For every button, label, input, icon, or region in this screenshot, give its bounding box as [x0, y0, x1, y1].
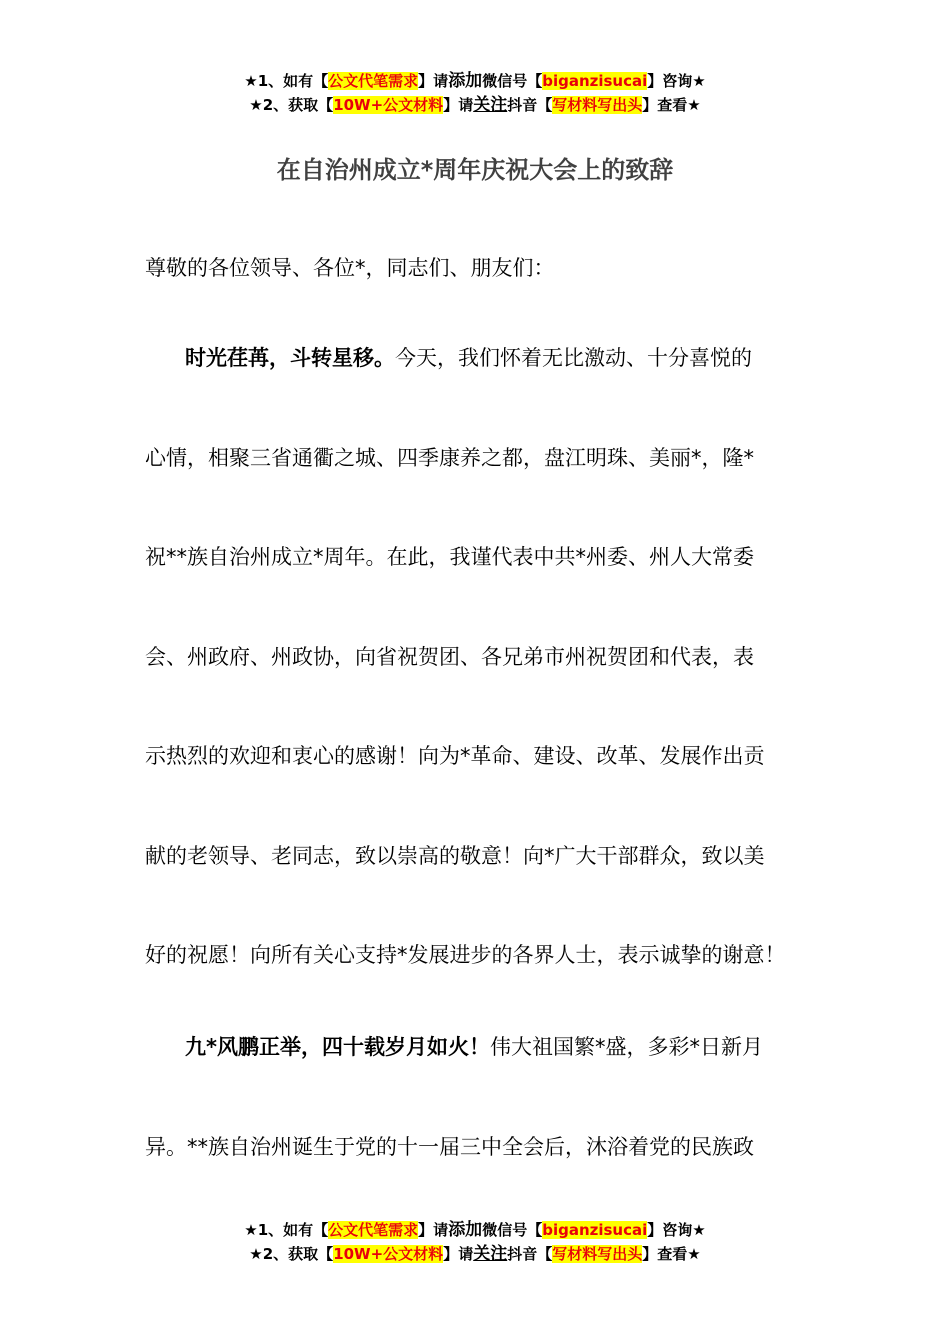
douyin-id-highlight: 写材料写出头 [552, 96, 643, 114]
top-promo-banner [0, 69, 950, 117]
douyin-id-highlight: 写材料写出头 [552, 1245, 643, 1263]
paragraph-1-lead: 时光荏苒，斗转星移。 [185, 346, 395, 370]
promo-text: 】查看★ [642, 1245, 701, 1263]
paragraph-text: 伟大祖国繁*盛，多彩*日新月 [489, 1035, 763, 1059]
promo-text: 微信号【 [482, 72, 543, 90]
document-title: 在自治州成立*周年庆祝大会上的致辞 [276, 156, 674, 184]
paragraph-2-lead: 九*风鹏正举，四十载岁月如火！ [185, 1035, 490, 1059]
promo-highlight: 公文代笔需求 [328, 1221, 419, 1239]
paragraph-1-line-7: 好的祝愿！向所有关心支持*发展进步的各界人士，表示诚挚的谢意！ [145, 943, 786, 967]
promo-emphasis: 添加 [448, 71, 483, 91]
promo-text: 】请 [418, 72, 449, 90]
promo-emphasis: 添加 [448, 1220, 483, 1240]
paragraph-2-line-2: 异。**族自治州诞生于党的十一届三中全会后，沐浴着党的民族政 [145, 1135, 754, 1159]
promo-line-2 [0, 93, 950, 117]
paragraph-1-line-1 [145, 342, 845, 372]
bottom-promo-banner [0, 1218, 950, 1266]
promo-text: 抖音【 [507, 1245, 553, 1263]
promo-highlight: 公文代笔需求 [328, 72, 419, 90]
promo-emphasis: 关注 [473, 1244, 508, 1264]
wechat-id-highlight: biganzisucai [542, 72, 648, 90]
promo-text: 】查看★ [642, 96, 701, 114]
promo-text: 】请 [443, 96, 474, 114]
promo-text: ★1、如有【 [244, 72, 329, 90]
promo-highlight: 10W+公文材料 [333, 1245, 444, 1263]
promo-text: 微信号【 [482, 1221, 543, 1239]
paragraph-1-line-3: 祝**族自治州成立*周年。在此，我谨代表中共*州委、州人大常委 [145, 545, 754, 569]
promo-text: 】咨询★ [647, 72, 706, 90]
promo-text: ★2、获取【 [249, 1245, 334, 1263]
promo-text: ★1、如有【 [244, 1221, 329, 1239]
paragraph-1-line-4: 会、州政府、州政协，向省祝贺团、各兄弟市州祝贺团和代表，表 [145, 645, 754, 669]
paragraph-2-line-1 [145, 1031, 845, 1061]
promo-text: ★2、获取【 [249, 96, 334, 114]
promo-line-1 [0, 69, 950, 93]
promo-emphasis: 关注 [473, 95, 508, 115]
paragraph-1-line-6: 献的老领导、老同志，致以崇高的敬意！向*广大干部群众，致以美 [145, 844, 765, 868]
promo-highlight: 10W+公文材料 [333, 96, 444, 114]
promo-text: 抖音【 [507, 96, 553, 114]
paragraph-text: 今天，我们怀着无比激动、十分喜悦的 [395, 346, 752, 370]
salutation: 尊敬的各位领导、各位*，同志们、朋友们： [145, 256, 555, 280]
paragraph-1-line-5: 示热烈的欢迎和衷心的感谢！向为*革命、建设、改革、发展作出贡 [145, 744, 765, 768]
paragraph-1-line-2: 心情，相聚三省通衢之城、四季康养之都，盘江明珠、美丽*，隆* [145, 446, 754, 470]
promo-line-1 [0, 1218, 950, 1242]
promo-line-2 [0, 1242, 950, 1266]
promo-text: 】请 [443, 1245, 474, 1263]
promo-text: 】咨询★ [647, 1221, 706, 1239]
wechat-id-highlight: biganzisucai [542, 1221, 648, 1239]
promo-text: 】请 [418, 1221, 449, 1239]
